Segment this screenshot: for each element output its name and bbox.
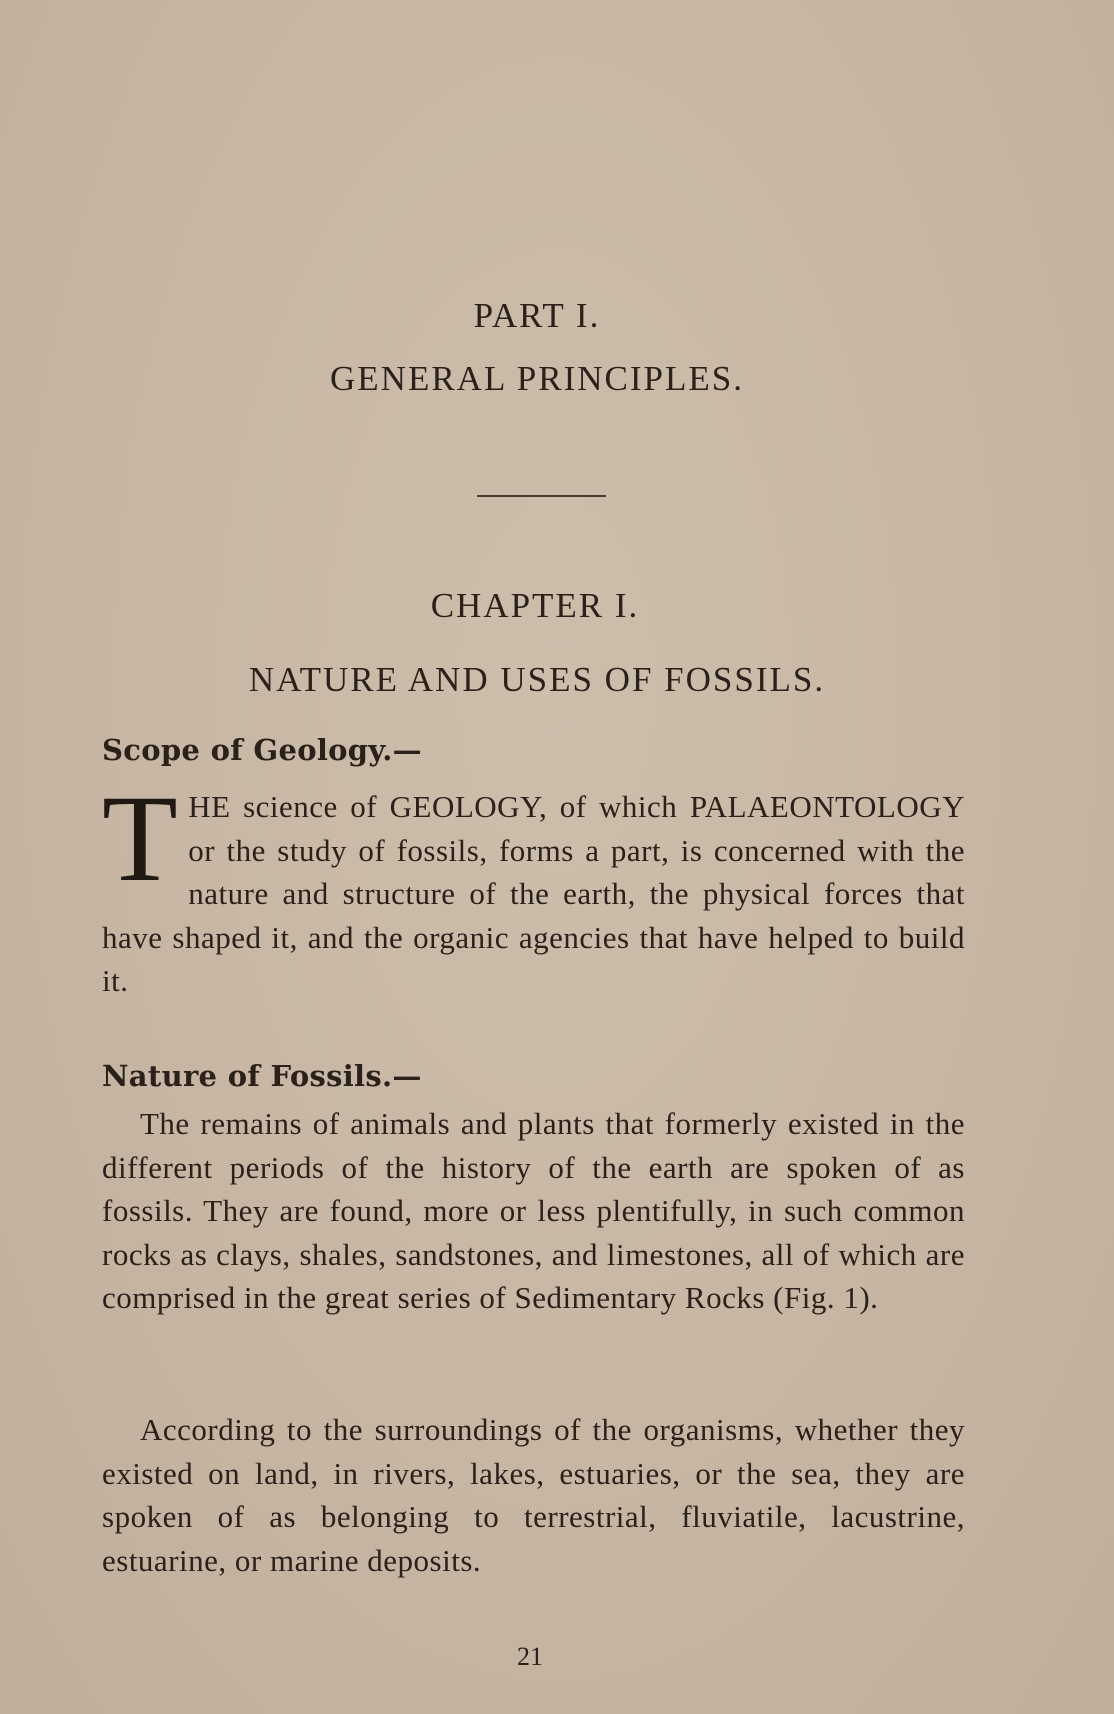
paragraph-scope-of-geology [102,770,965,1003]
section-heading-nature: Nature of Fossils.— [102,1059,422,1093]
drop-cap: T [102,770,179,907]
chapter-subtitle: NATURE AND USES OF FOSSILS. [248,660,826,699]
paragraph-nature-of-fossils: The remains of animals and plants that formerly existed in the different periods of the history of the earth are spoken of as fossils. They are found, more or less plentifully, in such common rocks as clays, shales, sandstones, and limestones, all of which are comprised in the great series of Sedimentary Rocks (Fig. 1). [102,1106,965,1316]
part-subtitle: GENERAL PRINCIPLES. [330,359,744,398]
section-divider [477,495,606,497]
chapter-title: CHAPTER I. [430,586,640,625]
section-heading-scope: Scope of Geology.— [102,733,422,767]
paragraph-text: HE science of GEOLOGY, of which PALAEONTOLOGY or the study of fossils, forms a part, is concerned with the nature and structure of the earth, the physical forces that have shaped it, and the organic agencies that have helped to build it. [102,789,965,999]
part-title: PART I. [473,296,601,335]
paragraph-surroundings: According to the surroundings of the organisms, whether they existed on land, in rivers, lakes, estuaries, or the sea, they are spoken of as belonging to terrestrial, fluviatile, lacustrine, estuarine, or marine deposits. [102,1412,965,1578]
page-number: 21 [517,1642,543,1671]
